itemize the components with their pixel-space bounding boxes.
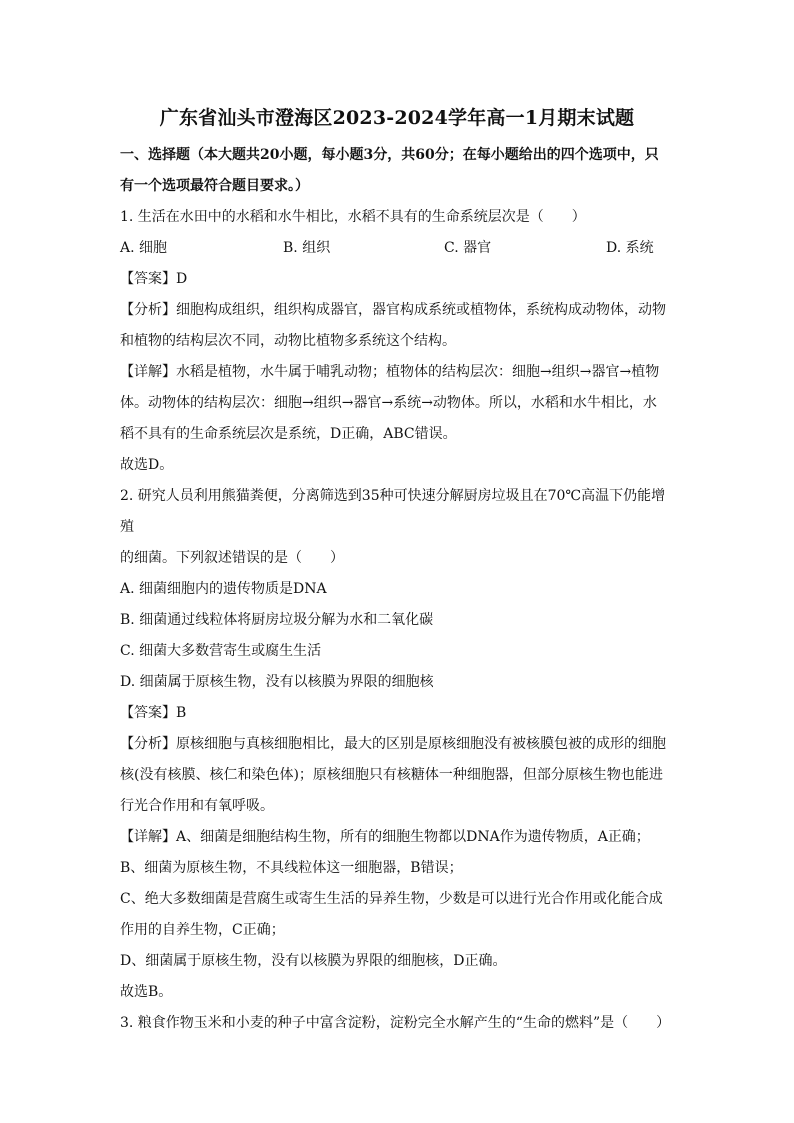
question-1-detail: 【详解】水稻是植物，水牛属于哺乳动物；植物体的结构层次：细胞→组织→器官→植物 <box>120 364 660 380</box>
question-2-stem-continued: 的细菌。下列叙述错误的是（ ） <box>120 550 344 566</box>
question-1-detail-continued: 稻不具有的生命系统层次是系统，D正确，ABC错误。 <box>120 426 457 442</box>
section-heading: 一、选择题（本大题共20小题，每小题3分，共60分；在每小题给出的四个选项中，只 <box>120 147 659 163</box>
question-1-analysis-continued: 和植物的结构层次不同，动物比植物多系统这个结构。 <box>120 333 456 349</box>
question-1-option-c: C. 器官 <box>444 240 492 256</box>
question-2-conclusion: 故选B。 <box>120 984 173 1000</box>
question-2-detail-continued: B、细菌为原核生物，不具线粒体这一细胞器，B错误； <box>120 860 463 876</box>
question-1-detail-continued: 体。动物体的结构层次：细胞→组织→器官→系统→动物体。所以，水稻和水牛相比，水 <box>120 395 657 411</box>
question-1-option-d: D. 系统 <box>606 240 654 256</box>
question-2-option-b: B. 细菌通过线粒体将厨房垃圾分解为水和二氧化碳 <box>120 612 434 628</box>
page-title: 广东省汕头市澄海区2023-2024学年高一1月期末试题 <box>159 107 635 129</box>
section-heading-continued: 有一个选项最符合题目要求。） <box>120 178 309 194</box>
question-3-stem: 3. 粮食作物玉米和小麦的种子中富含淀粉，淀粉完全水解产生的“生命的燃料”是（ ） <box>120 1015 671 1031</box>
question-2-analysis-continued: 核(没有核膜、核仁和染色体)；原核细胞只有核糖体一种细胞器，但部分原核生物也能进 <box>120 767 663 783</box>
question-2-detail: 【详解】A、细菌是细胞结构生物，所有的细胞生物都以DNA作为遗传物质，A正确； <box>120 829 650 845</box>
question-1-conclusion: 故选D。 <box>120 457 174 473</box>
question-2-answer: 【答案】B <box>120 705 187 721</box>
question-1-analysis: 【分析】细胞构成组织，组织构成器官，器官构成系统或植物体，系统构成动物体，动物 <box>120 302 666 318</box>
question-1-answer: 【答案】D <box>120 271 188 287</box>
question-2-analysis-continued: 行光合作用和有氧呼吸。 <box>120 798 274 814</box>
question-2-option-c: C. 细菌大多数营寄生或腐生生活 <box>120 643 322 659</box>
question-1-option-a: A. 细胞 <box>120 240 168 256</box>
question-2-detail-continued: C、绝大多数细菌是营腐生或寄生生活的异养生物，少数是可以进行光合作用或化能合成 <box>120 891 663 907</box>
question-2-stem: 2. 研究人员利用熊猫粪便，分离筛选到35种可快速分解厨房垃圾且在70℃高温下仍能增殖 <box>120 488 666 535</box>
question-1-stem: 1. 生活在水田中的水稻和水牛相比，水稻不具有的生命系统层次是（ ） <box>120 209 586 225</box>
question-2-option-d: D. 细菌属于原核生物，没有以核膜为界限的细胞核 <box>120 674 434 690</box>
question-2-detail-continued: 作用的自养生物，C正确； <box>120 922 285 938</box>
question-1-option-b: B. 组织 <box>283 240 331 256</box>
question-1-options <box>120 233 674 264</box>
question-2-option-a: A. 细菌细胞内的遗传物质是DNA <box>120 581 327 597</box>
question-2-analysis: 【分析】原核细胞与真核细胞相比，最大的区别是原核细胞没有被核膜包被的成形的细胞 <box>120 736 666 752</box>
question-2-detail-continued: D、细菌属于原核生物，没有以核膜为界限的细胞核，D正确。 <box>120 953 507 969</box>
